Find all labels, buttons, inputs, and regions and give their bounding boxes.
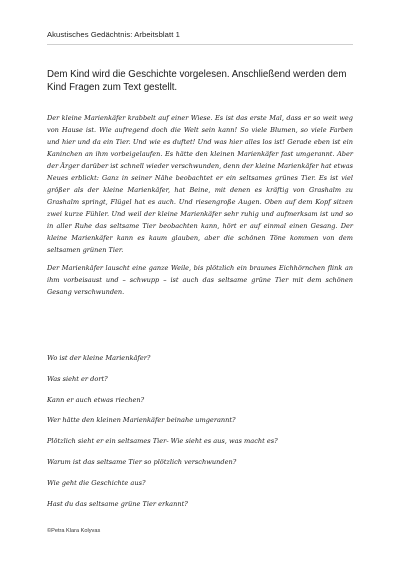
- question-item: Wie geht die Geschichte aus?: [47, 478, 146, 487]
- instruction-text: Dem Kind wird die Geschichte vorgelesen. Anschließend werden dem Kind Fragen zum Text gestellt.: [47, 69, 347, 93]
- question-item: Wo ist der kleine Marienkäfer?: [47, 354, 151, 362]
- question-item: Was sieht er dort?: [47, 374, 108, 383]
- question-item: Plötzlich sieht er ein seltsames Tier- Wie sieht es aus, was macht es?: [47, 437, 278, 446]
- story-paragraph: Der kleine Marienkäfer krabbelt auf einer Wiese. Es ist das erste Mal, dass er so weit weg von Hause ist. Wie aufregend doch die Welt sein kann! So viele Blumen, so viele Farben und hier und da ein Tier. Und wie es duftet! Und was hier alles los ist! Gerade eben ist ein Kaninchen an ihm vorbeigelaufen. Es hätte den kleinen Marienkäfer fast umgerannt. Aber der Ärger darüber ist schnell wieder verschwunden, denn der kleine Marienkäfer hat etwas Neues erblickt: Ganz in seiner Nähe beobachtet er ein seltsames grünes Tier. Es ist viel größer als der kleine Marienkäfer, hat Beine, mit denen es kräftig von Grashalm zu Grashalm springt, Flügel hat es auch. Und riesengroße Augen. Oben auf dem Kopf sitzen zwei kurze Fühler. Und weil der kleine Marienkäfer sehr ruhig und aufmerksam ist und so in aller Ruhe das seltsame Tier beobachten kann, hört er auf einmal einen Gesang. Der kleine Marienkäfer kann es kaum glauben, aber die schönen Töne kommen von dem seltsamen grünen Tier.: [47, 114, 353, 254]
- story-text: [47, 112, 353, 304]
- question-item: Wer hätte den kleinen Marienkäfer beinahe umgerannt?: [47, 416, 236, 425]
- worksheet-title: Akustisches Gedächtnis: Arbeitsblatt 1: [47, 30, 180, 39]
- question-list: [47, 352, 353, 518]
- question-item: Kann er auch etwas riechen?: [47, 395, 145, 404]
- question-item: Hast du das seltsame grüne Tier erkannt?: [47, 499, 188, 508]
- question-item: Warum ist das seltsame Tier so plötzlich verschwunden?: [47, 457, 237, 466]
- copyright-footer: ©Petra Klara Kolyvas: [47, 528, 101, 534]
- header-divider: [47, 44, 353, 45]
- story-paragraph: Der Marienkäfer lauscht eine ganze Weile, bis plötzlich ein braunes Eichhörnchen flink an ihm vorbeisaust und – schwupp – ist auch das seltsame grüne Tier mit dem schönen Gesang verschwunden.: [47, 264, 353, 296]
